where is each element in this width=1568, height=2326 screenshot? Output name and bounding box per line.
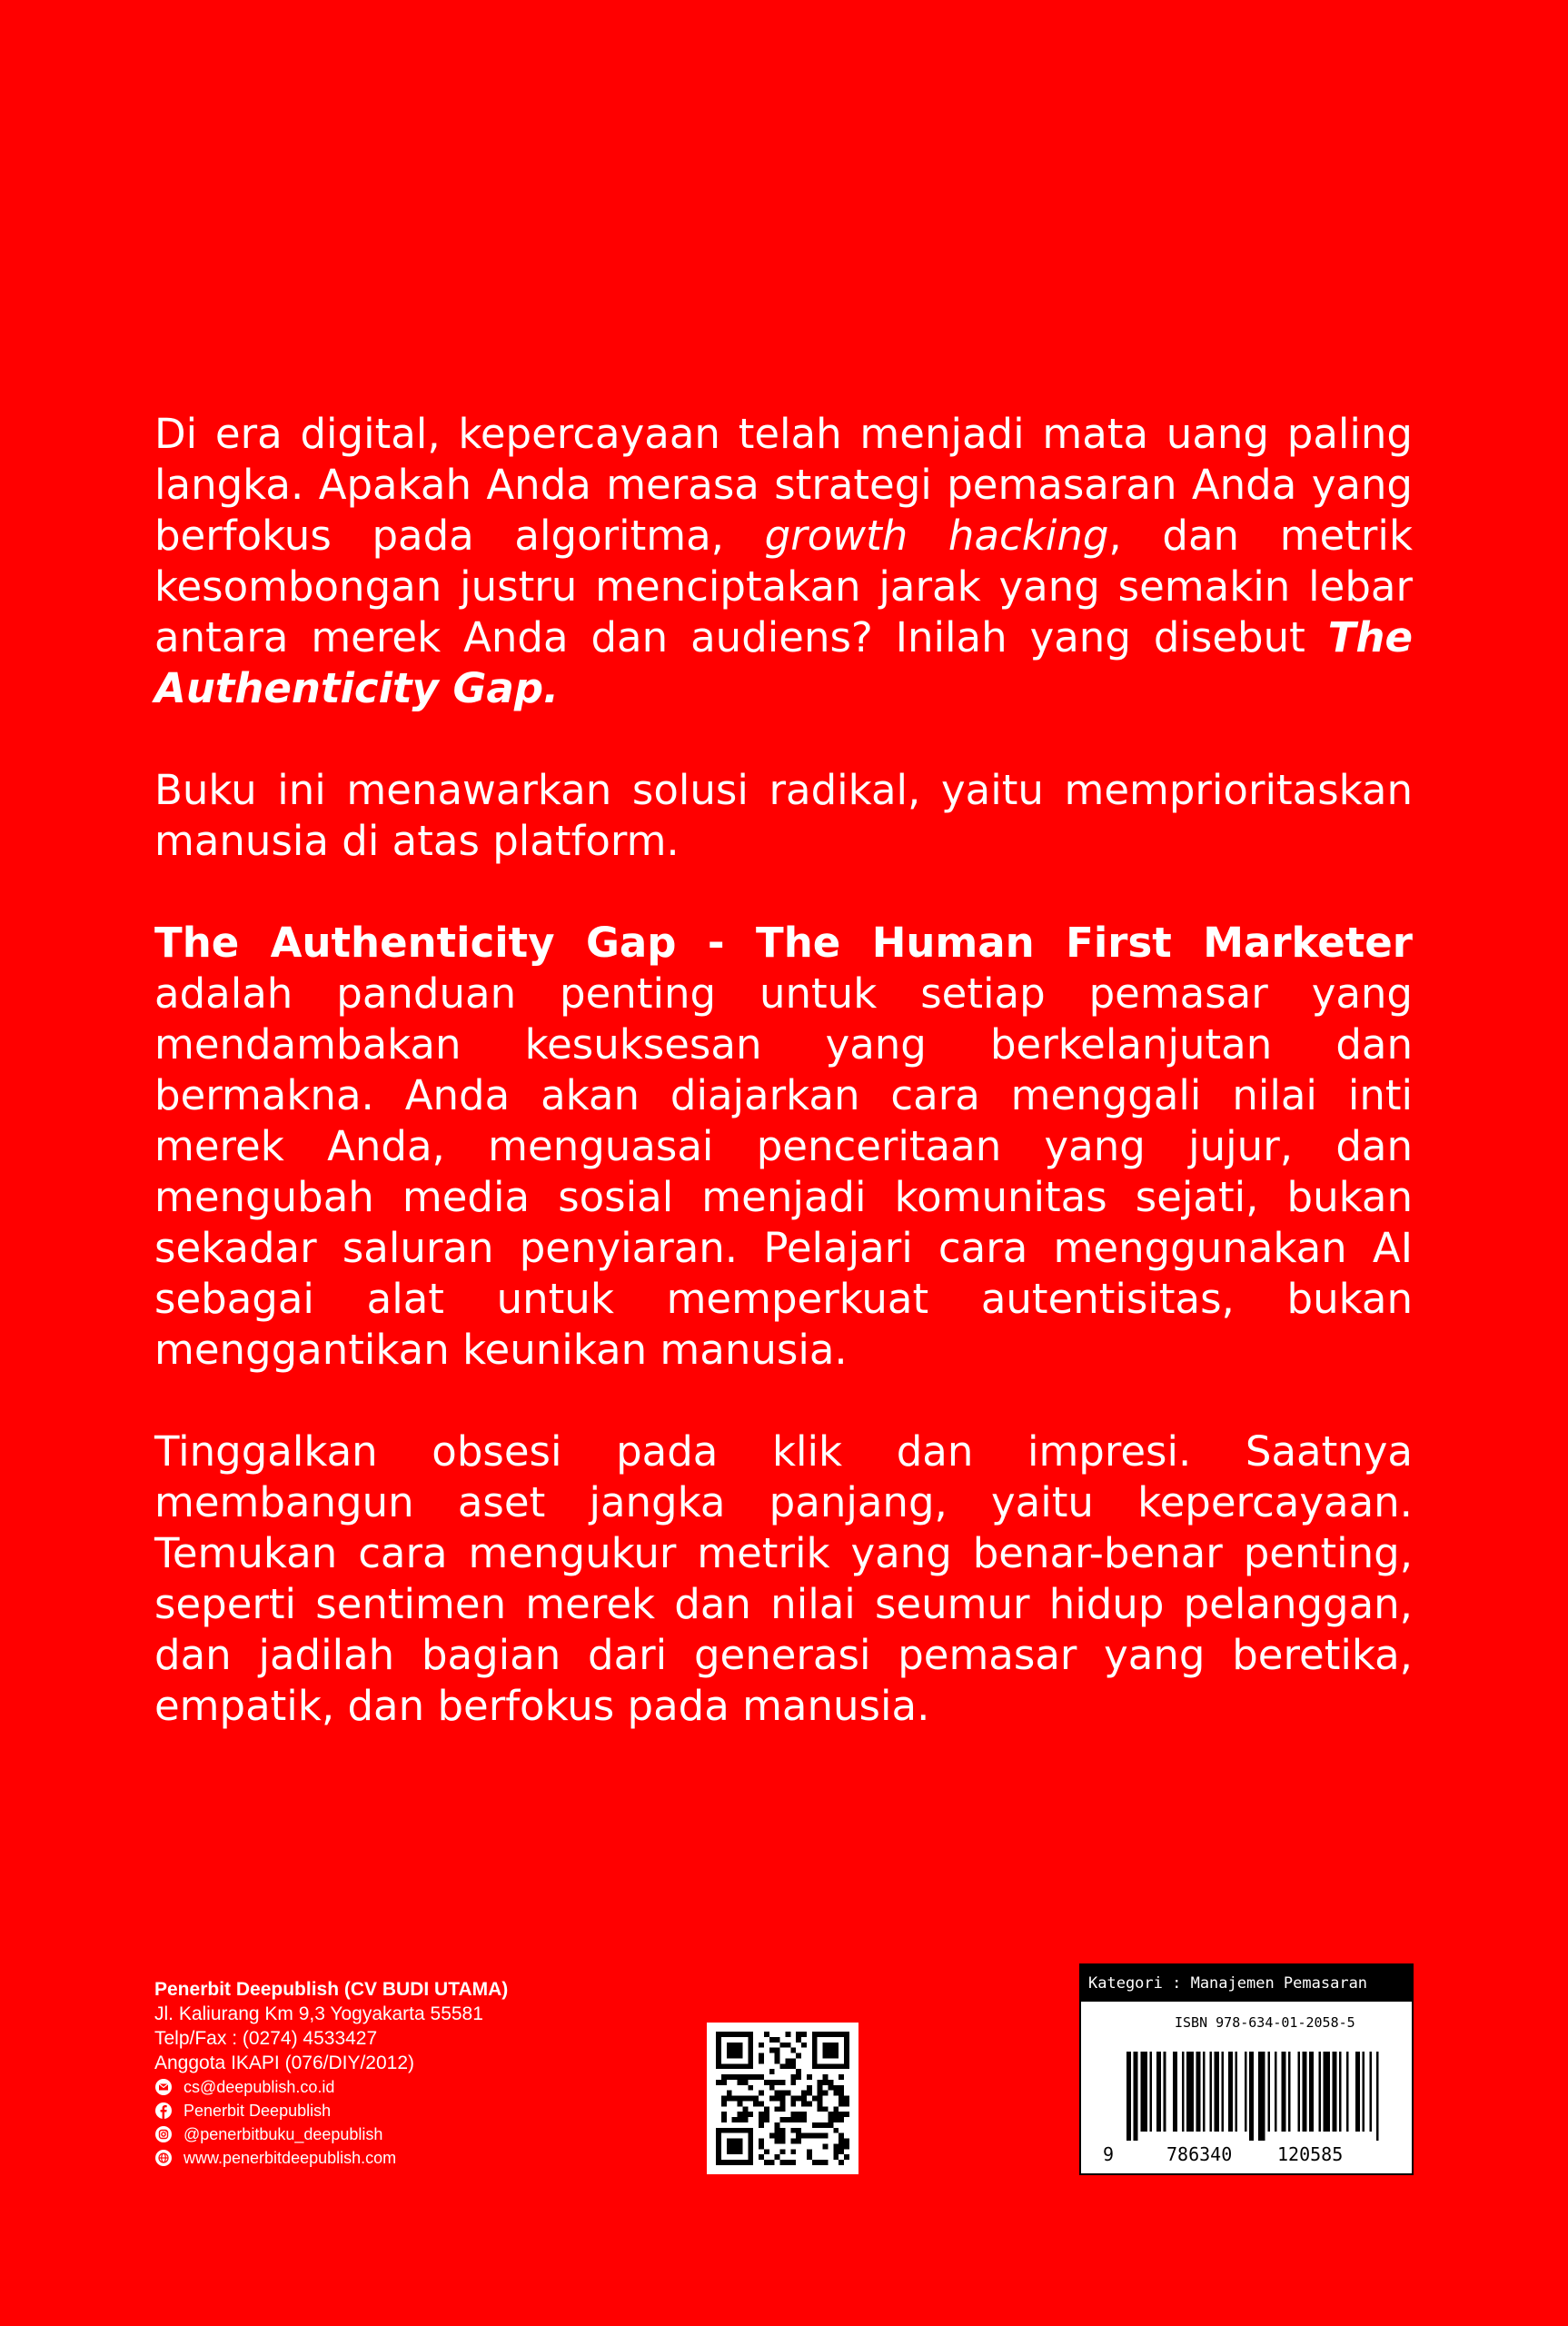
facebook-icon: [154, 2102, 173, 2120]
publisher-phone: Telp/Fax : (0274) 4533427: [154, 2028, 378, 2049]
blurb-paragraph-2: Buku ini menawarkan solusi radikal, yaitu memprioritaskan manusia di atas platform.: [154, 766, 1413, 865]
publisher-address: Jl. Kaliurang Km 9,3 Yogyakarta 55581: [154, 2003, 483, 2024]
blurb-book-title: The Authenticity Gap - The Human First Marketer: [154, 919, 1413, 967]
back-cover-blurb: [154, 409, 1413, 1783]
instagram-icon: [154, 2125, 173, 2143]
qr-code[interactable]: [707, 2023, 858, 2174]
blurb-paragraph-4: Tinggalkan obsesi pada klik dan impresi. Saatnya membangun aset jangka panjang, yaitu kepercayaan. Temukan cara mengukur metrik yang benar-benar penting, seperti sentimen merek dan nilai seumur hidup pelanggan, dan jadilah bagian dari generasi pemasar yang beretika, empatik, dan berfokus pada manusia.: [154, 1427, 1413, 1730]
publisher-info: [154, 1977, 627, 2170]
blurb-text: , dan metrik kesombongan justru menciptakan jarak yang semakin lebar antara merek Anda dan audiens? Inilah yang disebut: [154, 512, 1413, 661]
globe-icon: [154, 2149, 173, 2167]
isbn-barcode-box: [1079, 1963, 1414, 2175]
contact-facebook[interactable]: [154, 2099, 627, 2122]
barcode-digit-lead: 9: [1103, 2143, 1115, 2165]
blurb-italic-term: growth hacking: [764, 512, 1109, 560]
publisher-ikapi: Anggota IKAPI (076/DIY/2012): [154, 2053, 415, 2073]
contact-instagram[interactable]: [154, 2122, 627, 2146]
blurb-text: Di era digital, kepercayaan telah menjadi mata uang paling langka. Apakah Anda merasa strategi pemasaran Anda yang berfokus pada algoritma,: [154, 410, 1413, 560]
blurb-text: adalah panduan penting untuk setiap pemasar yang mendambakan kesuksesan yang berkelanjutan dan bermakna. Anda akan diajarkan cara menggali nilai inti merek Anda, menguasai penceritaan yang jujur, dan mengubah media sosial menjadi komunitas sejati, bukan sekadar saluran penyiaran. Pelajari cara menggunakan AI sebagai alat untuk memperkuat autentisitas, bukan menggantikan keunikan manusia.: [154, 969, 1413, 1374]
email-icon: [154, 2078, 173, 2096]
contact-email[interactable]: [154, 2075, 627, 2099]
publisher-name: Penerbit Deepublish (CV BUDI UTAMA): [154, 1979, 509, 2000]
contact-website-text: www.penerbitdeepublish.com: [184, 2148, 397, 2167]
category-label: Kategori : Manajemen Pemasaran: [1081, 1965, 1412, 2002]
barcode-digit-group-2: 120585: [1277, 2143, 1344, 2165]
isbn-label: ISBN 978-634-01-2058-5: [1175, 2014, 1355, 2031]
blurb-paragraph-1: [154, 409, 1413, 714]
qr-code-image: [716, 2032, 849, 2165]
barcode-bars: [1126, 2052, 1381, 2141]
blurb-paragraph-3: [154, 918, 1413, 1376]
contact-email-text: cs@deepublish.co.id: [184, 2077, 335, 2096]
contact-facebook-text: Penerbit Deepublish: [184, 2101, 332, 2120]
barcode-digit-group-1: 786340: [1166, 2143, 1233, 2165]
contact-instagram-text: @penerbitbuku_deepublish: [184, 2124, 383, 2143]
contact-website[interactable]: [154, 2146, 627, 2170]
blurb-book-title-emphasis: The Authenticity Gap.: [154, 613, 1413, 712]
